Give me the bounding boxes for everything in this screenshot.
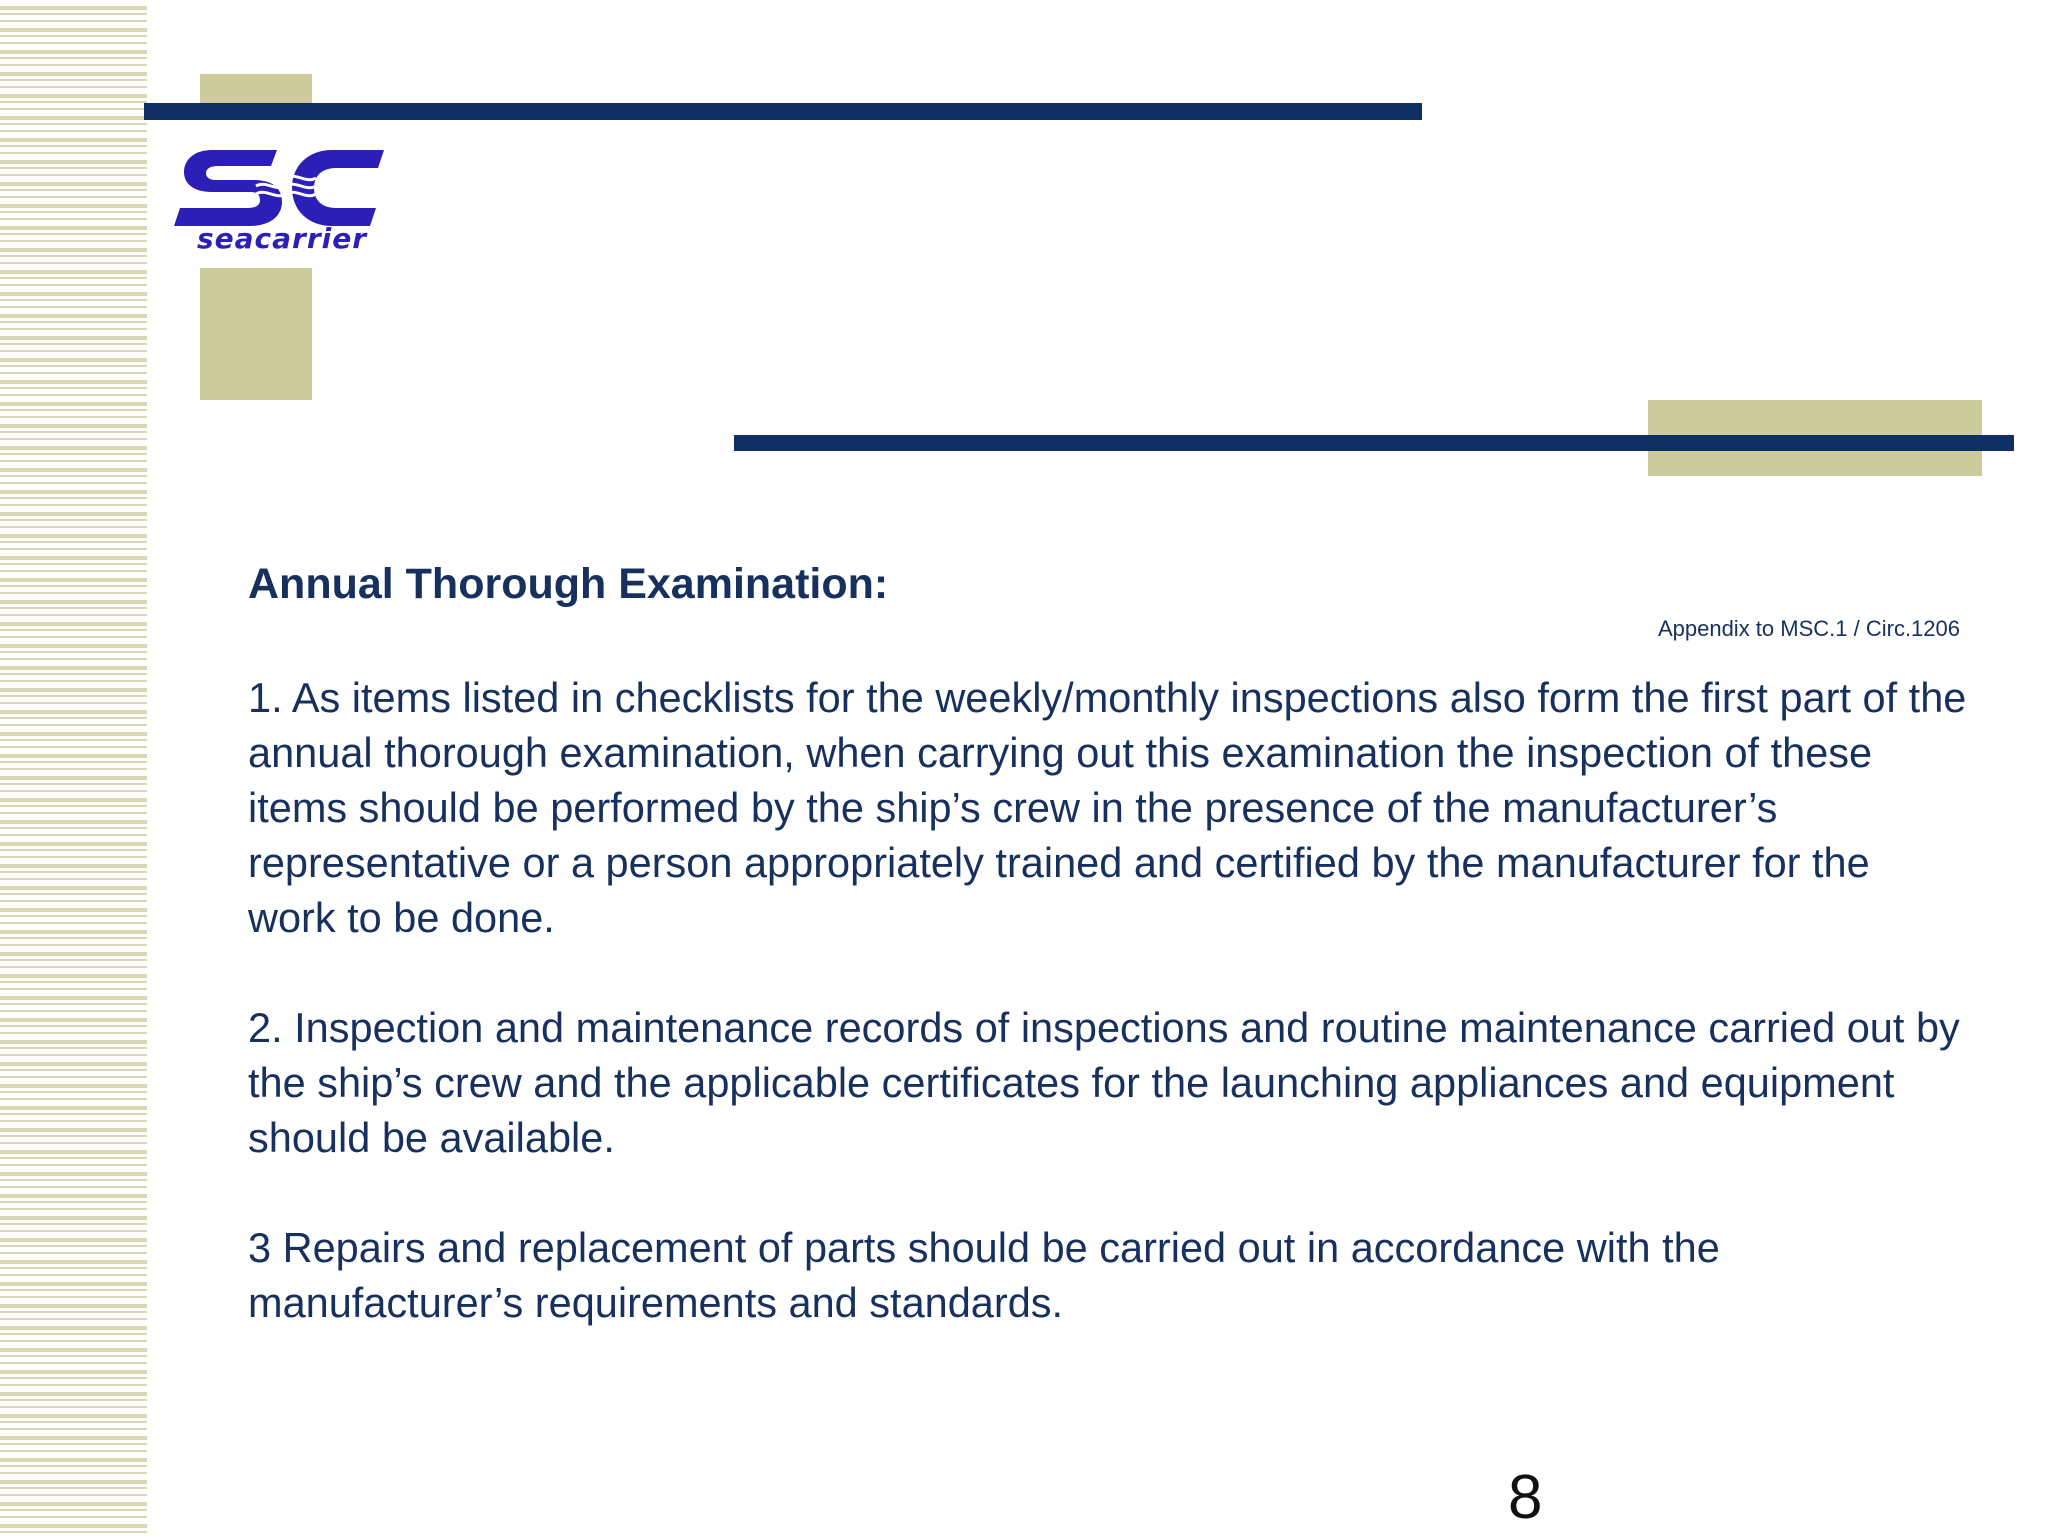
paragraph-2: 2. Inspection and maintenance records of inspections and routine maintenance carried out by the ship’s crew and the applicable certificates for the launching appliances and equipment should be available. [248, 1004, 1960, 1161]
slide-heading: Annual Thorough Examination: [248, 560, 889, 608]
sc-monogram-icon [172, 142, 392, 232]
navy-bar-top [144, 103, 1422, 120]
paragraph-3: 3 Repairs and replacement of parts should be carried out in accordance with the manufacturer’s requirements and standards. [248, 1224, 1720, 1326]
slide-body [248, 670, 1968, 1385]
paragraph-1: 1. As items listed in checklists for the weekly/monthly inspections also form the first part of the annual thorough examination, when carrying out this examination the inspection of these items should be performed by the ship’s crew in the presence of the manufacturer’s representative or a person appropriately trained and certified by the manufacturer for the work to be done. [248, 674, 1967, 941]
page-number: 8 [1508, 1463, 1543, 1532]
navy-bar-right [734, 435, 2014, 451]
seacarrier-logo [172, 142, 392, 260]
reference-note: Appendix to MSC.1 / Circ.1206 [1657, 616, 1960, 641]
striped-margin [0, 0, 147, 1536]
logo-wordmark: seacarrier [196, 222, 368, 255]
